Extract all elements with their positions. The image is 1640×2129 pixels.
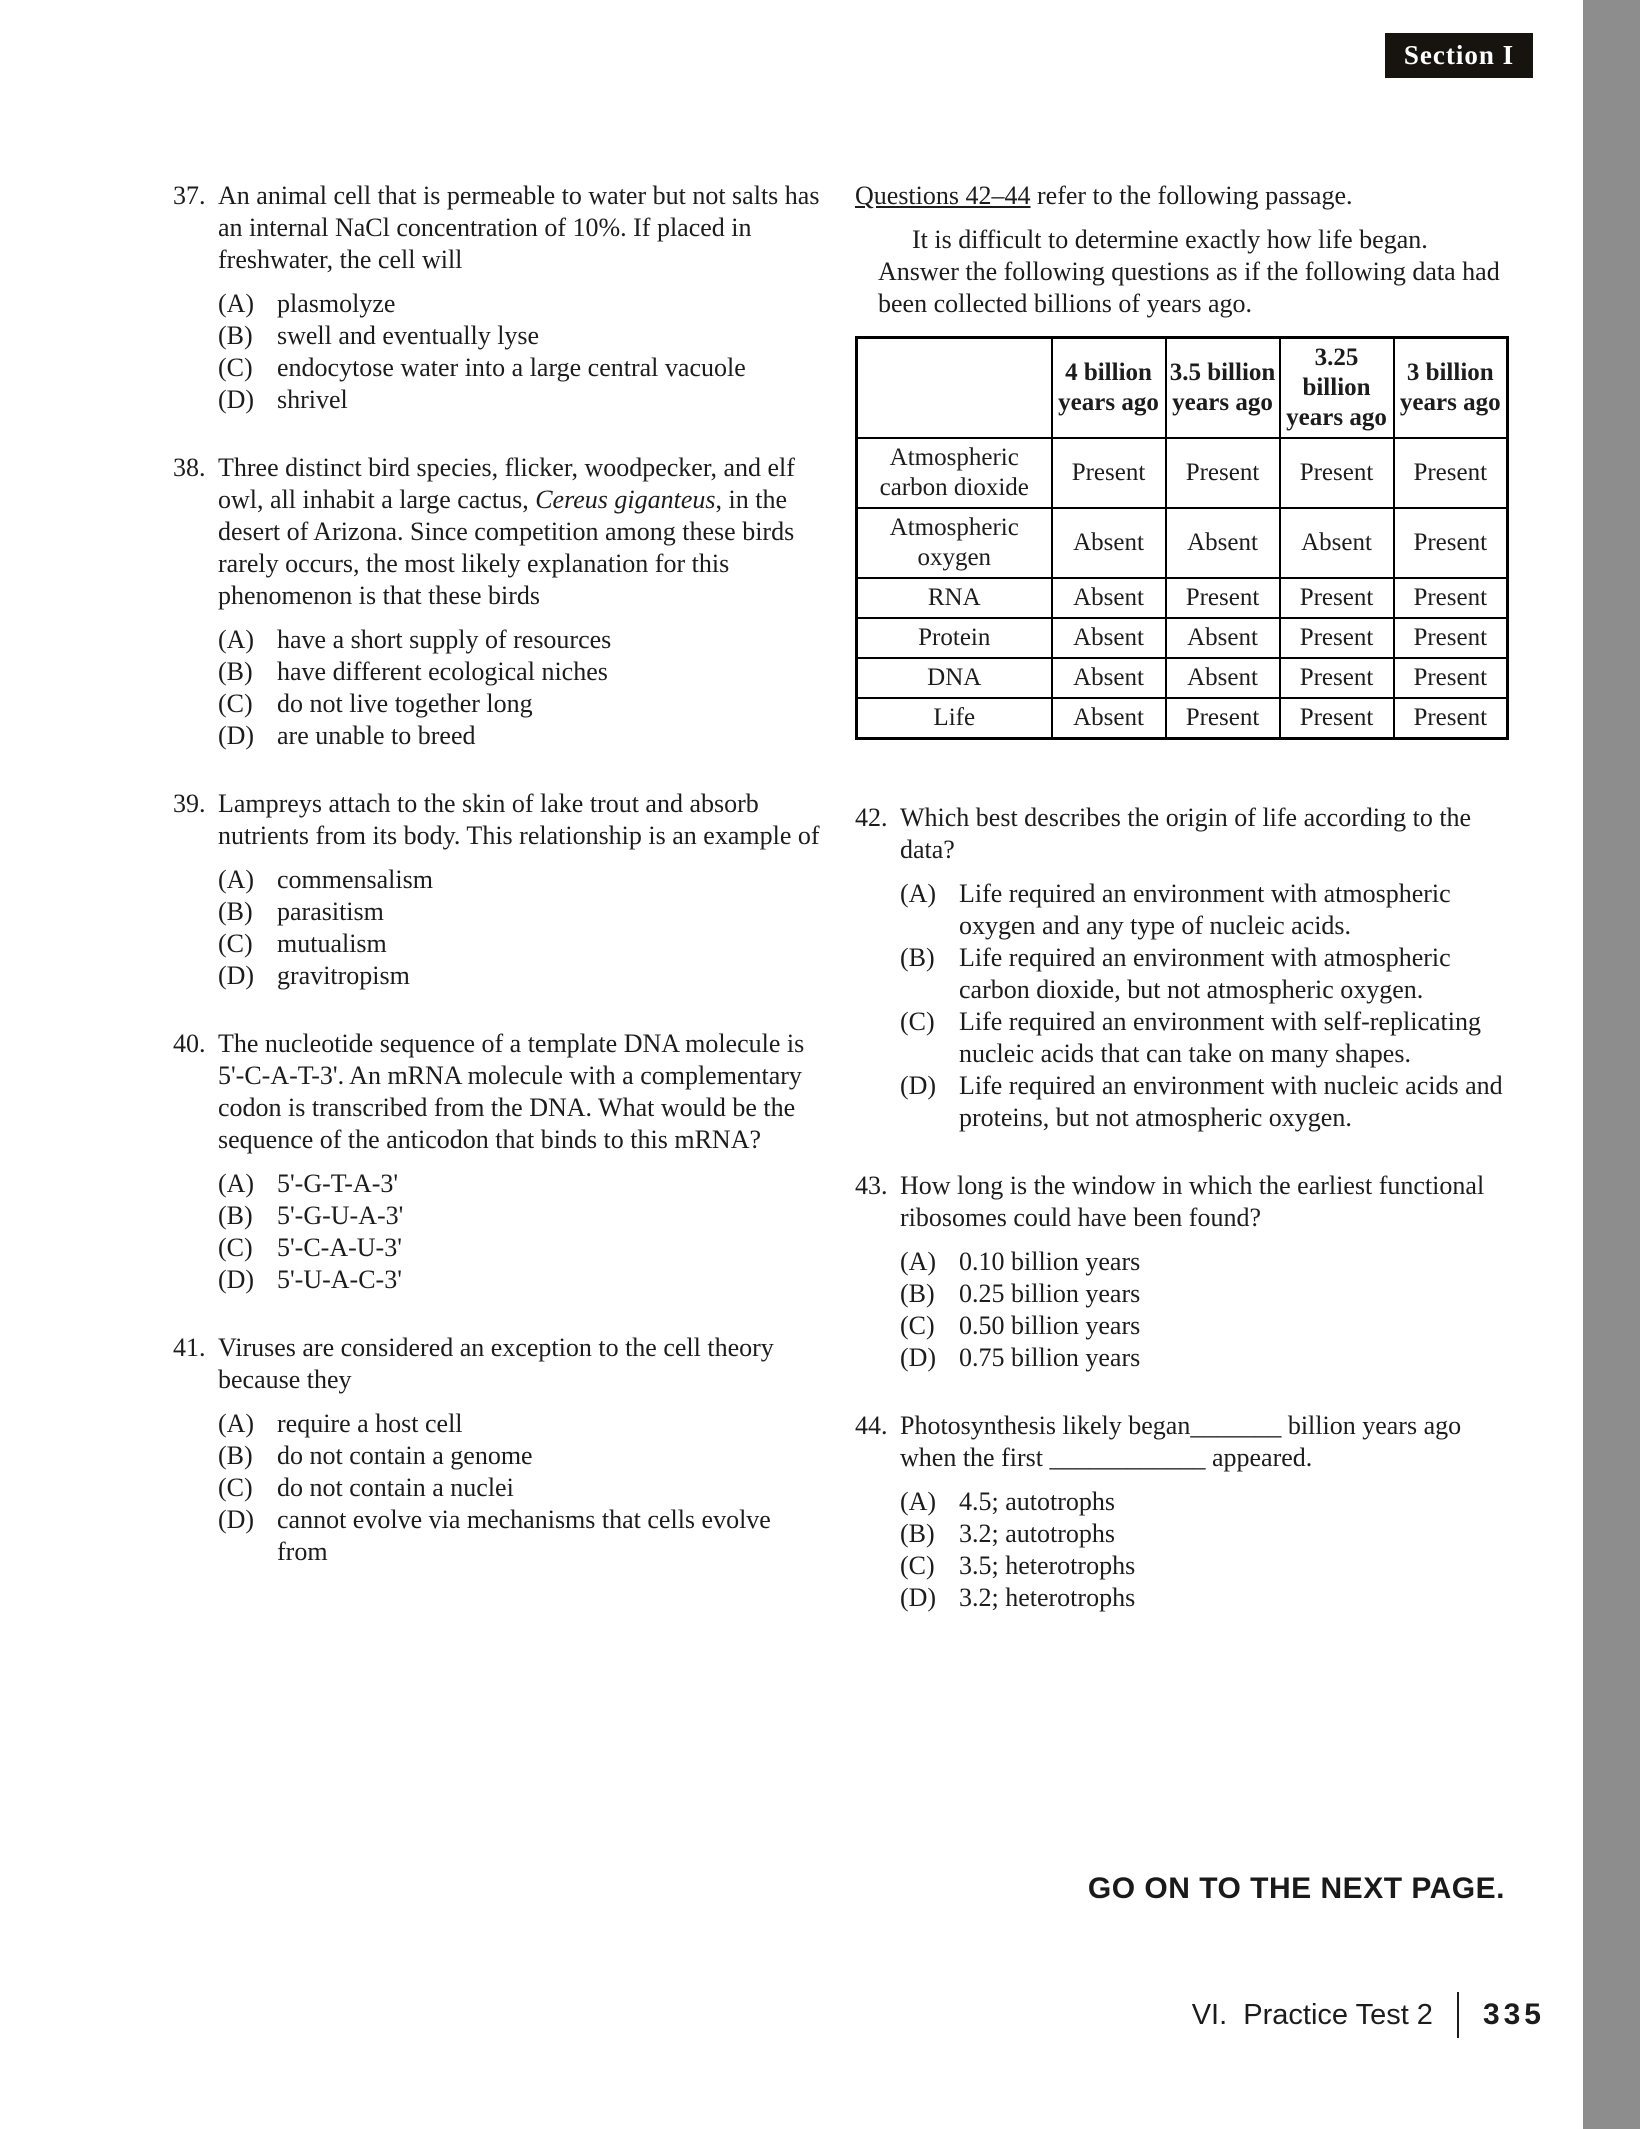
- passage-text: It is difficult to determine exactly how life began. Answer the following questions as if the following data had been collected billions of years ago.: [878, 225, 1500, 318]
- cell: Present: [1052, 438, 1166, 508]
- question-number: 42.: [855, 803, 888, 832]
- choice-label: (A): [218, 865, 255, 894]
- choice: [218, 1440, 825, 1472]
- cell: Present: [1394, 658, 1508, 698]
- choices: [900, 1486, 1510, 1614]
- table-row: [857, 658, 1508, 698]
- choice: [218, 720, 825, 752]
- row-label: RNA: [857, 578, 1052, 618]
- choice: [218, 1472, 825, 1504]
- row-label: DNA: [857, 658, 1052, 698]
- choice-text: shrivel: [277, 385, 348, 414]
- choice-text: do not contain a nuclei: [277, 1473, 514, 1502]
- left-column: [173, 180, 825, 1604]
- row-label: Protein: [857, 618, 1052, 658]
- cell: Present: [1280, 438, 1394, 508]
- choice: [218, 1408, 825, 1440]
- choice: [900, 1246, 1510, 1278]
- choice: [218, 928, 825, 960]
- row-label: Atmospheric carbon dioxide: [857, 438, 1052, 508]
- species-name: Cereus giganteus: [535, 485, 716, 514]
- choices: [900, 878, 1510, 1134]
- table-row: [857, 578, 1508, 618]
- cell: Present: [1394, 618, 1508, 658]
- choice-label: (A): [218, 1409, 255, 1438]
- question-stem: Which best describes the origin of life according to the data?: [900, 803, 1472, 864]
- choice-label: (C): [900, 1311, 935, 1340]
- cell: Present: [1394, 578, 1508, 618]
- choice: [218, 1200, 825, 1232]
- question-number: 40.: [173, 1029, 206, 1058]
- choice-text: have a short supply of resources: [277, 625, 612, 654]
- choice-label: (D): [218, 1265, 255, 1294]
- question-39: [173, 788, 825, 992]
- choice: [900, 878, 1510, 942]
- choice: [900, 1550, 1510, 1582]
- question-stem: The nucleotide sequence of a template DNA molecule is 5'-C-A-T-3'. An mRNA molecule with a complementary codon is transcribed from the DNA. What would be the sequence of the anticodon that binds to this mRNA?: [218, 1029, 805, 1154]
- cell: Present: [1394, 438, 1508, 508]
- choice-label: (C): [218, 689, 253, 718]
- choice: [900, 1006, 1510, 1070]
- cell: Present: [1394, 698, 1508, 739]
- cell: Present: [1394, 508, 1508, 578]
- choice-label: (A): [218, 1169, 255, 1198]
- question-stem: An animal cell that is permeable to water but not salts has an internal NaCl concentration of 10%. If placed in freshwater, the cell will: [218, 181, 820, 274]
- choice-label: (B): [218, 1441, 253, 1470]
- choice-label: (D): [218, 721, 255, 750]
- choice: [218, 960, 825, 992]
- cell: Absent: [1166, 508, 1280, 578]
- section-badge-label: Section I: [1403, 40, 1515, 70]
- choice: [218, 1232, 825, 1264]
- question-44: [855, 1410, 1510, 1614]
- choice-label: (B): [900, 943, 935, 972]
- question-40: [173, 1028, 825, 1296]
- choice-text: 3.5; heterotrophs: [959, 1551, 1136, 1580]
- question-number: 38.: [173, 453, 206, 482]
- choice: [218, 1264, 825, 1296]
- choices: [218, 288, 825, 416]
- choice-text: 5'-C-A-U-3': [277, 1233, 402, 1262]
- choice-text: 0.25 billion years: [959, 1279, 1141, 1308]
- stem-text: Three distinct bird species, flicker, woodpecker, and elf owl, all inhabit a large cactus,: [218, 453, 795, 514]
- choice: [218, 1168, 825, 1200]
- passage-reference: [855, 180, 1510, 212]
- row-label: Life: [857, 698, 1052, 739]
- choice-text: swell and eventually lyse: [277, 321, 540, 350]
- choice-label: (C): [218, 1233, 253, 1262]
- choice-label: (C): [218, 353, 253, 382]
- choice-text: have different ecological niches: [277, 657, 608, 686]
- question-stem: [218, 453, 795, 610]
- table-row: [857, 508, 1508, 578]
- choice-label: (C): [900, 1007, 935, 1036]
- choice: [218, 864, 825, 896]
- table-row: [857, 438, 1508, 508]
- choice: [900, 1342, 1510, 1374]
- choice-label: (D): [218, 961, 255, 990]
- cell: Present: [1280, 618, 1394, 658]
- choice: [218, 688, 825, 720]
- choice-text: 0.75 billion years: [959, 1343, 1141, 1372]
- choice-text: Life required an environment with atmospheric carbon dioxide, but not atmospheric oxygen.: [959, 943, 1451, 1004]
- table-corner-cell: [857, 338, 1052, 439]
- choices: [218, 624, 825, 752]
- footer-divider: [1457, 1992, 1459, 2038]
- table-header-row: [857, 338, 1508, 439]
- footer-page-number: 335: [1482, 1998, 1545, 2031]
- choice-text: 3.2; autotrophs: [959, 1519, 1115, 1548]
- choice: [218, 288, 825, 320]
- question-number: 37.: [173, 181, 206, 210]
- choice-label: (A): [218, 625, 255, 654]
- question-number: 41.: [173, 1333, 206, 1362]
- choice: [900, 1582, 1510, 1614]
- cell: Absent: [1052, 658, 1166, 698]
- choice: [218, 896, 825, 928]
- table-column-header: 3 billion years ago: [1394, 338, 1508, 439]
- choice-label: (D): [900, 1071, 937, 1100]
- choice-text: commensalism: [277, 865, 433, 894]
- question-stem: Lampreys attach to the skin of lake trout and absorb nutrients from its body. This relationship is an example of: [218, 789, 820, 850]
- choice-text: Life required an environment with nucleic acids and proteins, but not atmospheric oxygen.: [959, 1071, 1503, 1132]
- choice: [218, 1504, 825, 1568]
- choice: [900, 942, 1510, 1006]
- choice-text: are unable to breed: [277, 721, 476, 750]
- footer-book-label: VI. Practice Test 2: [1191, 1998, 1433, 2031]
- choice-text: cannot evolve via mechanisms that cells evolve from: [277, 1505, 771, 1566]
- choice-text: 5'-G-U-A-3': [277, 1201, 404, 1230]
- choices: [900, 1246, 1510, 1374]
- section-badge: [1385, 33, 1533, 78]
- cell: Absent: [1052, 618, 1166, 658]
- life-origin-data-table: [855, 336, 1509, 740]
- choice-label: (C): [900, 1551, 935, 1580]
- table-column-header: 3.25 billion years ago: [1280, 338, 1394, 439]
- cell: Absent: [1052, 698, 1166, 739]
- choice-text: 0.10 billion years: [959, 1247, 1141, 1276]
- table-column-header: 3.5 billion years ago: [1166, 338, 1280, 439]
- choice: [900, 1310, 1510, 1342]
- choice-label: (B): [218, 897, 253, 926]
- go-on-instruction: GO ON TO THE NEXT PAGE.: [1087, 1872, 1505, 1905]
- choice: [900, 1518, 1510, 1550]
- cell: Absent: [1166, 658, 1280, 698]
- choice-text: 0.50 billion years: [959, 1311, 1141, 1340]
- page-footer: [1192, 1992, 1545, 2038]
- choices: [218, 1408, 825, 1568]
- choice-text: parasitism: [277, 897, 384, 926]
- choice-label: (D): [218, 1505, 255, 1534]
- choice-text: 5'-U-A-C-3': [277, 1265, 402, 1294]
- choice-text: require a host cell: [277, 1409, 463, 1438]
- choice-label: (B): [218, 321, 253, 350]
- stem-text: , in the desert of Arizona. Since competition among these birds rarely occurs, the most likely explanation for this phenomenon is that these birds: [218, 485, 795, 610]
- cell: Present: [1280, 658, 1394, 698]
- table-column-header: 4 billion years ago: [1052, 338, 1166, 439]
- choice-label: (C): [218, 929, 253, 958]
- table-row: [857, 698, 1508, 739]
- choice-text: endocytose water into a large central vacuole: [277, 353, 746, 382]
- choice: [900, 1070, 1510, 1134]
- question-38: [173, 452, 825, 752]
- choice-label: (D): [900, 1343, 937, 1372]
- question-43: [855, 1170, 1510, 1374]
- cell: Absent: [1052, 578, 1166, 618]
- cell: Present: [1166, 578, 1280, 618]
- choice-label: (D): [218, 385, 255, 414]
- table-row: [857, 618, 1508, 658]
- question-number: 43.: [855, 1171, 888, 1200]
- choice-text: plasmolyze: [277, 289, 396, 318]
- question-stem: How long is the window in which the earliest functional ribosomes could have been found?: [900, 1171, 1485, 1232]
- choice-label: (B): [900, 1279, 935, 1308]
- question-37: [173, 180, 825, 416]
- choice-label: (A): [900, 1487, 937, 1516]
- question-stem: Viruses are considered an exception to the cell theory because they: [218, 1333, 774, 1394]
- cell: Present: [1280, 578, 1394, 618]
- choice: [900, 1278, 1510, 1310]
- cell: Present: [1280, 698, 1394, 739]
- choice-label: (A): [218, 289, 255, 318]
- choices: [218, 864, 825, 992]
- choice-text: 4.5; autotrophs: [959, 1487, 1115, 1516]
- choice-label: (D): [900, 1583, 937, 1612]
- passage-reference-rest: refer to the following passage.: [1030, 181, 1353, 210]
- right-column: [855, 180, 1510, 1650]
- choice-label: (B): [218, 1201, 253, 1230]
- choice-label: (B): [900, 1519, 935, 1548]
- choice: [218, 384, 825, 416]
- page-edge-strip: [1583, 0, 1640, 2129]
- choice: [218, 624, 825, 656]
- choice-text: do not contain a genome: [277, 1441, 533, 1470]
- cell: Absent: [1052, 508, 1166, 578]
- cell: Present: [1166, 438, 1280, 508]
- choice-text: gravitropism: [277, 961, 410, 990]
- choice: [218, 656, 825, 688]
- choice: [900, 1486, 1510, 1518]
- question-number: 44.: [855, 1411, 888, 1440]
- choice-text: mutualism: [277, 929, 387, 958]
- question-41: [173, 1332, 825, 1568]
- choice-text: Life required an environment with atmospheric oxygen and any type of nucleic acids.: [959, 879, 1451, 940]
- choices: [218, 1168, 825, 1296]
- choice: [218, 352, 825, 384]
- choice-label: (B): [218, 657, 253, 686]
- question-42: [855, 802, 1510, 1134]
- passage-reference-range: Questions 42–44: [855, 181, 1031, 210]
- choice-text: do not live together long: [277, 689, 533, 718]
- row-label: Atmospheric oxygen: [857, 508, 1052, 578]
- cell: Absent: [1166, 618, 1280, 658]
- choice-label: (A): [900, 879, 937, 908]
- choice: [218, 320, 825, 352]
- cell: Present: [1166, 698, 1280, 739]
- choice-text: Life required an environment with self-replicating nucleic acids that can take on many shapes.: [959, 1007, 1481, 1068]
- choice-text: 3.2; heterotrophs: [959, 1583, 1136, 1612]
- question-number: 39.: [173, 789, 206, 818]
- choice-label: (A): [900, 1247, 937, 1276]
- choice-label: (C): [218, 1473, 253, 1502]
- cell: Absent: [1280, 508, 1394, 578]
- question-stem: Photosynthesis likely began_______ billion years ago when the first ____________ appeared.: [900, 1411, 1462, 1472]
- choice-text: 5'-G-T-A-3': [277, 1169, 399, 1198]
